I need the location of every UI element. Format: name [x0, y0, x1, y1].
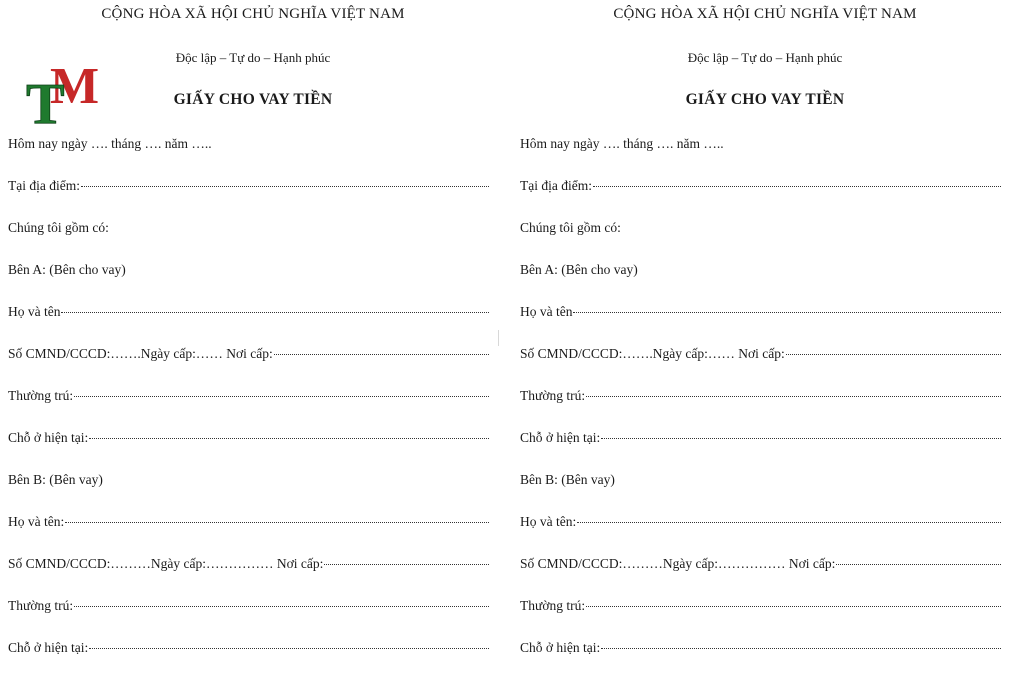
form-line-label: Hôm nay ngày …. tháng …. năm …..	[8, 136, 212, 151]
form-line	[520, 220, 1001, 262]
document-left-page	[8, 0, 498, 683]
form-line[interactable]	[8, 346, 489, 388]
fill-in-dotted-line[interactable]	[586, 395, 1001, 397]
form-line-label: Chỗ ở hiện tại:	[8, 640, 89, 655]
form-line[interactable]	[8, 430, 489, 472]
form-line-label: Họ và tên	[520, 304, 573, 319]
form-line[interactable]	[520, 346, 1001, 388]
form-line	[520, 472, 1001, 514]
form-line-label: Hôm nay ngày …. tháng …. năm …..	[520, 136, 724, 151]
fill-in-dotted-line[interactable]	[81, 185, 489, 187]
form-line-label: Bên B: (Bên vay)	[520, 472, 615, 487]
form-line[interactable]	[520, 640, 1001, 682]
document-title: GIẤY CHO VAY TIỀN	[173, 91, 333, 108]
fill-in-dotted-line[interactable]	[786, 353, 1001, 355]
form-line[interactable]	[520, 430, 1001, 472]
form-line	[8, 220, 489, 262]
form-line[interactable]	[8, 304, 489, 346]
form-line-label: Chỗ ở hiện tại:	[520, 430, 601, 445]
form-line[interactable]	[520, 598, 1001, 640]
logo-letter-t: T	[26, 71, 65, 129]
national-title: CỘNG HÒA XÃ HỘI CHỦ NGHĨA VIỆT NAM	[101, 6, 405, 22]
form-line-label: Họ và tên:	[520, 514, 577, 529]
fill-in-dotted-line[interactable]	[74, 605, 489, 607]
fill-in-dotted-line[interactable]	[324, 563, 489, 565]
fill-in-dotted-line[interactable]	[593, 185, 1001, 187]
form-line	[520, 262, 1001, 304]
form-line-label: Bên B: (Bên vay)	[8, 472, 103, 487]
form-line-label: Họ và tên:	[8, 514, 65, 529]
form-line-label: Chúng tôi gồm có:	[520, 220, 621, 235]
form-line[interactable]	[520, 304, 1001, 346]
fill-in-dotted-line[interactable]	[274, 353, 489, 355]
fill-in-dotted-line[interactable]	[601, 437, 1001, 439]
form-line	[520, 136, 1001, 178]
form-line-label: Chỗ ở hiện tại:	[8, 430, 89, 445]
fill-in-dotted-line[interactable]	[89, 437, 489, 439]
form-line-label: Số CMND/CCCD:…….Ngày cấp:…… Nơi cấp:	[8, 346, 273, 361]
form-line	[8, 136, 489, 178]
form-line-label: Bên A: (Bên cho vay)	[8, 262, 126, 277]
fill-in-dotted-line[interactable]	[65, 521, 489, 523]
form-line-label: Tại địa điểm:	[520, 178, 592, 193]
form-line[interactable]	[520, 178, 1001, 220]
form-line[interactable]	[8, 598, 489, 640]
fill-in-dotted-line[interactable]	[573, 311, 1001, 313]
form-line[interactable]	[8, 178, 489, 220]
fill-in-dotted-line[interactable]	[601, 647, 1001, 649]
page-divider	[498, 330, 499, 346]
form-line-label: Chúng tôi gồm có:	[8, 220, 109, 235]
fill-in-dotted-line[interactable]	[586, 605, 1001, 607]
fill-in-dotted-line[interactable]	[61, 311, 489, 313]
form-line[interactable]	[520, 556, 1001, 598]
form-line-label: Số CMND/CCCD:………Ngày cấp:…………… Nơi cấp:	[520, 556, 836, 571]
form-line[interactable]	[8, 514, 489, 556]
logo-letter-m: M	[50, 58, 100, 115]
document-title: GIẤY CHO VAY TIỀN	[685, 91, 845, 108]
form-line-label: Thường trú:	[8, 388, 74, 403]
form-line-label: Số CMND/CCCD:………Ngày cấp:…………… Nơi cấp:	[8, 556, 324, 571]
fill-in-dotted-line[interactable]	[74, 395, 489, 397]
national-motto: Độc lập – Tự do – Hạnh phúc	[175, 50, 331, 65]
form-line	[8, 262, 489, 304]
document-right-page	[520, 0, 1010, 683]
fill-in-dotted-line[interactable]	[577, 521, 1001, 523]
form-line-label: Thường trú:	[520, 388, 586, 403]
fill-in-dotted-line[interactable]	[89, 647, 489, 649]
form-line[interactable]	[520, 514, 1001, 556]
form-line[interactable]	[520, 388, 1001, 430]
form-line	[8, 472, 489, 514]
form-line[interactable]	[8, 388, 489, 430]
form-line-label: Thường trú:	[520, 598, 586, 613]
form-fields	[8, 136, 489, 682]
form-line-label: Họ và tên	[8, 304, 61, 319]
national-motto: Độc lập – Tự do – Hạnh phúc	[687, 50, 843, 65]
fill-in-dotted-line[interactable]	[836, 563, 1001, 565]
tm-logo-icon	[24, 57, 124, 129]
form-line-label: Chỗ ở hiện tại:	[520, 640, 601, 655]
national-title: CỘNG HÒA XÃ HỘI CHỦ NGHĨA VIỆT NAM	[613, 6, 917, 22]
form-fields	[520, 136, 1001, 682]
form-line-label: Thường trú:	[8, 598, 74, 613]
form-line-label: Số CMND/CCCD:…….Ngày cấp:…… Nơi cấp:	[520, 346, 785, 361]
form-line-label: Bên A: (Bên cho vay)	[520, 262, 638, 277]
form-line[interactable]	[8, 640, 489, 682]
form-line[interactable]	[8, 556, 489, 598]
form-line-label: Tại địa điểm:	[8, 178, 80, 193]
